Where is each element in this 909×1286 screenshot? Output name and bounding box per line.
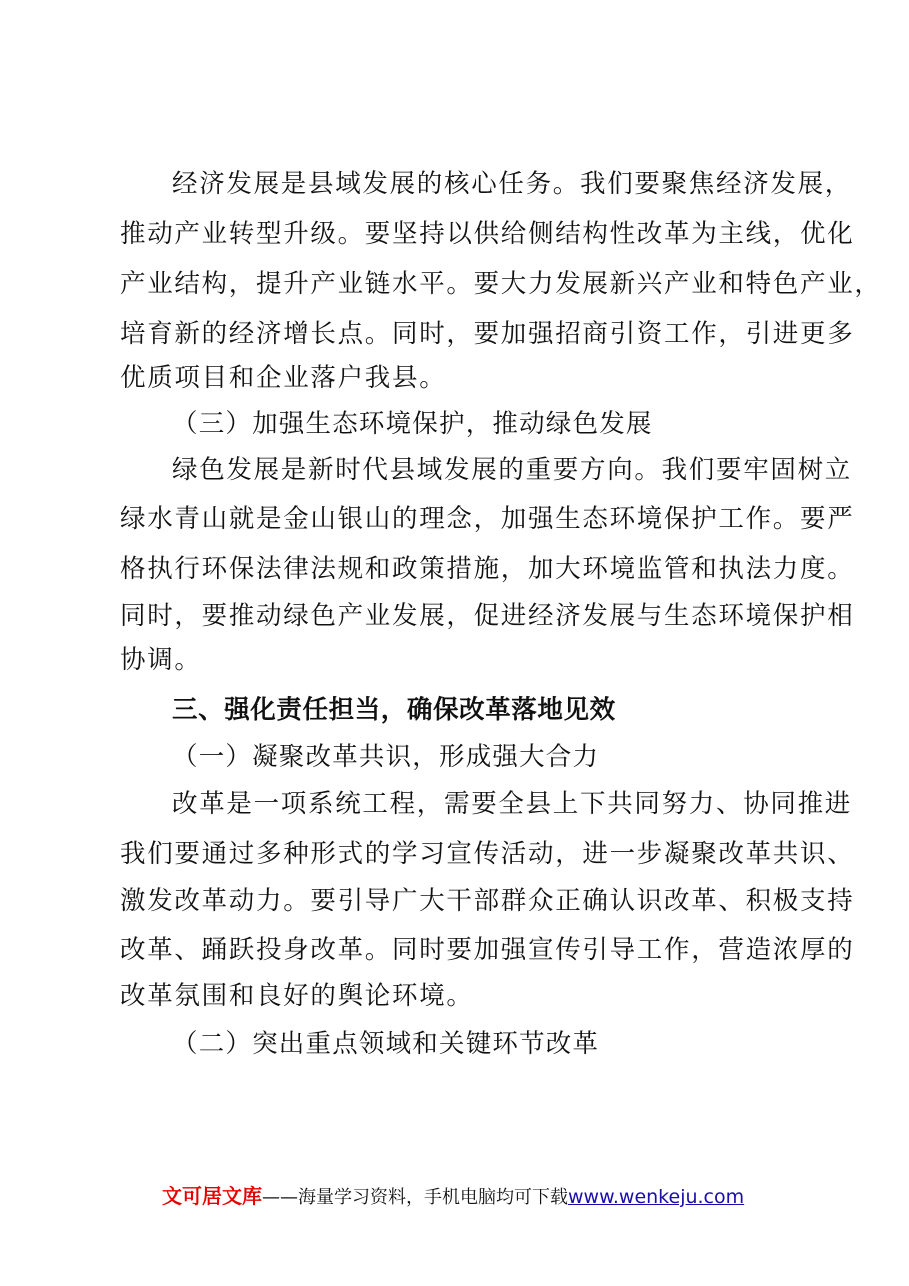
paragraph-line: 培育新的经济增长点。同时，要加强招商引资工作，引进更多 (120, 319, 855, 349)
paragraph-line: 我们要通过多种形式的学习宣传活动，进一步凝聚改革共识、 (120, 839, 855, 869)
paragraph-line: 协调。 (120, 645, 202, 675)
paragraph-line: 格执行环保法律法规和政策措施，加大环境监管和执法力度。 (120, 554, 855, 584)
paragraph-line: 绿色发展是新时代县域发展的重要方向。我们要牢固树立 (172, 455, 853, 485)
paragraph-line: 激发改革动力。要引导广大干部群众正确认识改革、积极支持 (120, 886, 855, 916)
paragraph-line: 推动产业转型升级。要坚持以供给侧结构性改革为主线，优化 (120, 219, 855, 249)
subsection-heading: （三）加强生态环境保护，推动绿色发展 (172, 409, 653, 439)
footer-tagline: ——海量学习资料，手机电脑均可下载 (262, 1187, 568, 1208)
paragraph-line: 改革是一项系统工程，需要全县上下共同努力、协同推进 (172, 789, 853, 819)
section-heading: 三、强化责任担当，确保改革落地见效 (172, 695, 616, 725)
paragraph-line: 改革、踊跃投身改革。同时要加强宣传引导工作，营造浓厚的 (120, 935, 855, 965)
paragraph-line: 优质项目和企业落户我县。 (120, 363, 447, 393)
brand-name: 文可居文库 (162, 1184, 262, 1208)
subsection-heading: （一）凝聚改革共识，形成强大合力 (172, 742, 600, 772)
paragraph-line: 同时，要推动绿色产业发展，促进经济发展与生态环境保护相 (120, 601, 855, 631)
paragraph-line: 改革氛围和良好的舆论环境。 (120, 981, 474, 1011)
paragraph-line: 绿水青山就是金山银山的理念，加强生态环境保护工作。要严 (120, 504, 855, 534)
paragraph-line: 产业结构，提升产业链水平。要大力发展新兴产业和特色产业， (120, 269, 882, 299)
subsection-heading: （二）突出重点领域和关键环节改革 (172, 1029, 600, 1059)
website-link[interactable]: www.wenkeju.com (568, 1186, 745, 1208)
footer-banner (162, 1183, 744, 1211)
paragraph-line: 经济发展是县域发展的核心任务。我们要聚焦经济发展， (172, 169, 853, 199)
